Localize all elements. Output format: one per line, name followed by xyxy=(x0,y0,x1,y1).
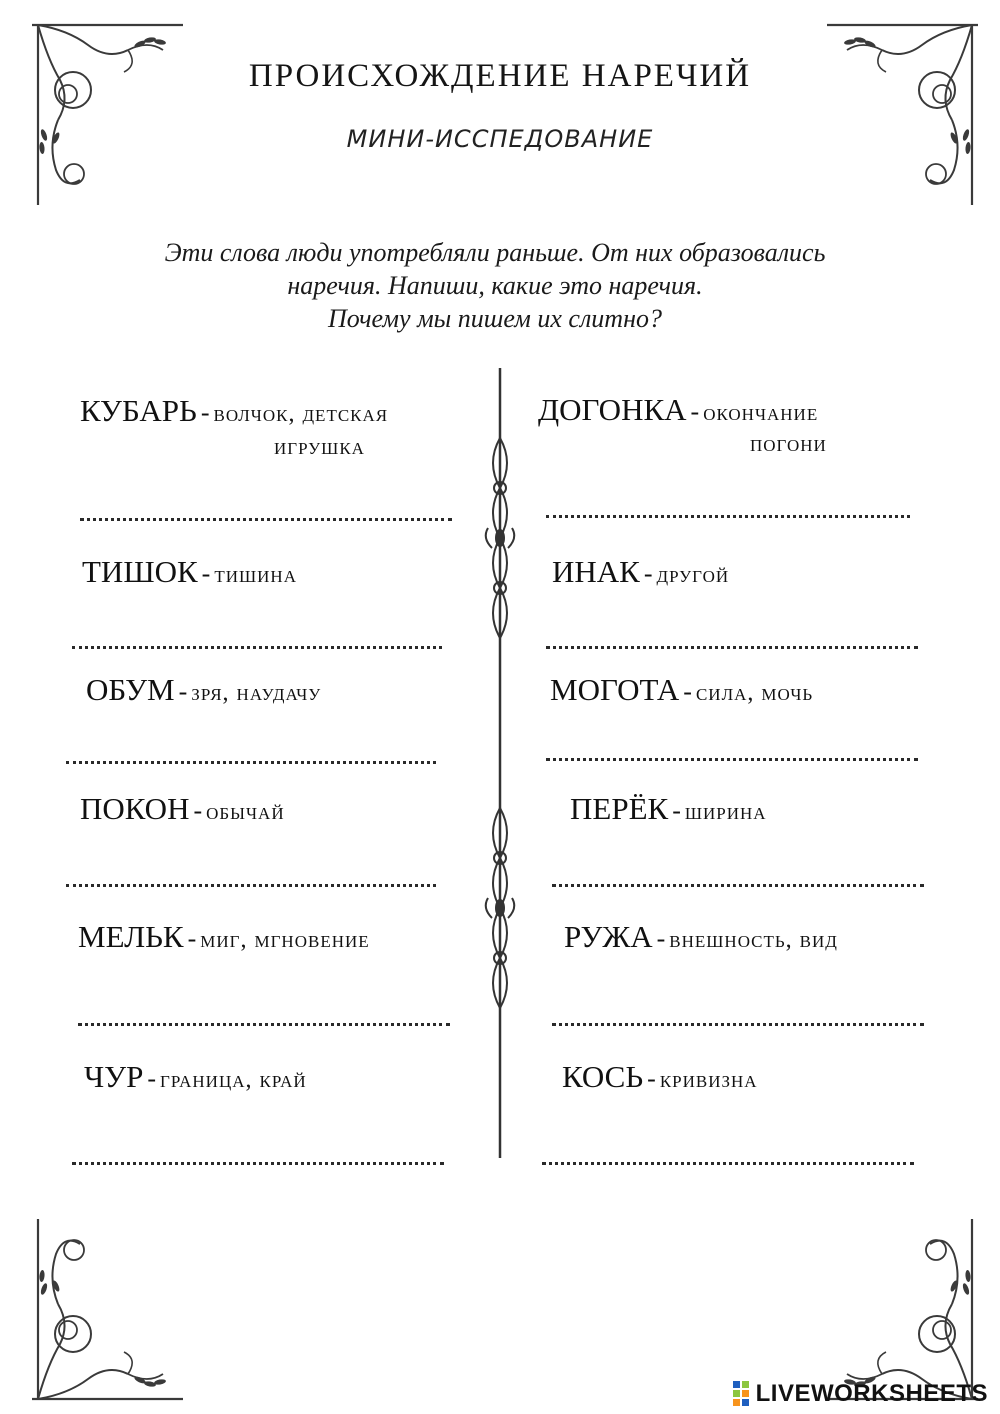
answer-input-pokon[interactable] xyxy=(66,856,436,887)
entry-definition: окончание xyxy=(703,400,819,426)
entry-mogota: МОГОТА - сила, мочь xyxy=(550,672,814,707)
answer-input-melk[interactable] xyxy=(78,995,450,1026)
entry-word: ДОГОНКА xyxy=(538,392,687,427)
answer-input-ruzha[interactable] xyxy=(552,995,924,1026)
entry-definition: волчок, детская xyxy=(213,401,389,427)
entry-definition: кривизна xyxy=(659,1067,758,1093)
liveworksheets-logo[interactable] xyxy=(732,1374,988,1414)
entry-definition: граница, край xyxy=(160,1067,307,1093)
entry-word: ТИШОК xyxy=(82,554,198,589)
answer-input-mogota[interactable] xyxy=(546,730,918,761)
corner-ornament-top-right xyxy=(822,20,982,210)
entry-word: ПЕРЁК xyxy=(570,791,669,826)
entry-ruzha: РУЖА - внешность, вид xyxy=(564,919,838,954)
answer-input-perek[interactable] xyxy=(552,856,924,887)
entry-definition: внешность, вид xyxy=(669,927,838,953)
entry-definition-continued: погони xyxy=(750,431,827,457)
entry-word: РУЖА xyxy=(564,919,653,954)
entry-obum: ОБУМ - зря, наудачу xyxy=(86,672,322,707)
answer-input-inak[interactable] xyxy=(546,618,918,649)
entry-word: ОБУМ xyxy=(86,672,175,707)
entry-kubar: КУБАРЬ - волчок, детская xyxy=(80,393,389,428)
instruction-line-1: Эти слова люди употребляли раньше. От них образовались xyxy=(164,238,826,267)
center-divider-ornament xyxy=(478,368,522,1158)
entry-word: ИНАК xyxy=(552,554,640,589)
entry-word: ЧУР xyxy=(84,1059,144,1094)
entry-definition: другой xyxy=(656,562,730,588)
entry-word: ПОКОН xyxy=(80,791,190,826)
instruction-line-2: наречия. Напиши, какие это наречия. xyxy=(287,271,703,300)
entry-tishok: ТИШОК - тишина xyxy=(82,554,297,589)
answer-input-chur[interactable] xyxy=(72,1134,444,1165)
entry-word: КОСЬ xyxy=(562,1059,644,1094)
entry-word: КУБАРЬ xyxy=(80,393,197,428)
answer-input-kos[interactable] xyxy=(542,1134,914,1165)
entry-perek: ПЕРЁК - ширина xyxy=(570,791,767,826)
entry-definition: миг, мгновение xyxy=(200,927,370,953)
liveworksheets-logo-text: LIVEWORKSHEETS xyxy=(755,1380,988,1407)
entry-definition: ширина xyxy=(684,799,767,825)
answer-input-dogonka[interactable] xyxy=(546,487,910,518)
instruction-line-3: Почему мы пишем их слитно? xyxy=(328,304,662,333)
entry-dogonka: ДОГОНКА - окончание xyxy=(538,392,819,427)
page-subtitle: МИНИ-ИССПЕДОВАНИЕ xyxy=(346,125,654,153)
entry-definition: тишина xyxy=(214,562,297,588)
entry-pokon: ПОКОН - обычай xyxy=(80,791,285,826)
answer-input-tishok[interactable] xyxy=(72,618,442,649)
liveworksheets-logo-icon xyxy=(732,1379,750,1409)
corner-ornament-bottom-left xyxy=(28,1214,188,1404)
entry-word: МОГОТА xyxy=(550,672,680,707)
entry-kos: КОСЬ - кривизна xyxy=(562,1059,758,1094)
answer-input-kubar[interactable] xyxy=(80,490,452,521)
answer-input-obum[interactable] xyxy=(66,733,436,764)
entry-definition: зря, наудачу xyxy=(191,680,322,706)
entry-inak: ИНАК - другой xyxy=(552,554,730,589)
entry-word: МЕЛЬК xyxy=(78,919,184,954)
entry-chur: ЧУР - граница, край xyxy=(84,1059,307,1094)
corner-ornament-top-left xyxy=(28,20,188,210)
entry-melk: МЕЛЬК - миг, мгновение xyxy=(78,919,370,954)
page-title: ПРОИСХОЖДЕНИЕ НАРЕЧИЙ xyxy=(248,58,752,94)
entry-definition-continued: игрушка xyxy=(274,434,365,460)
entry-definition: обычай xyxy=(206,799,285,825)
entry-definition: сила, мочь xyxy=(695,680,814,706)
